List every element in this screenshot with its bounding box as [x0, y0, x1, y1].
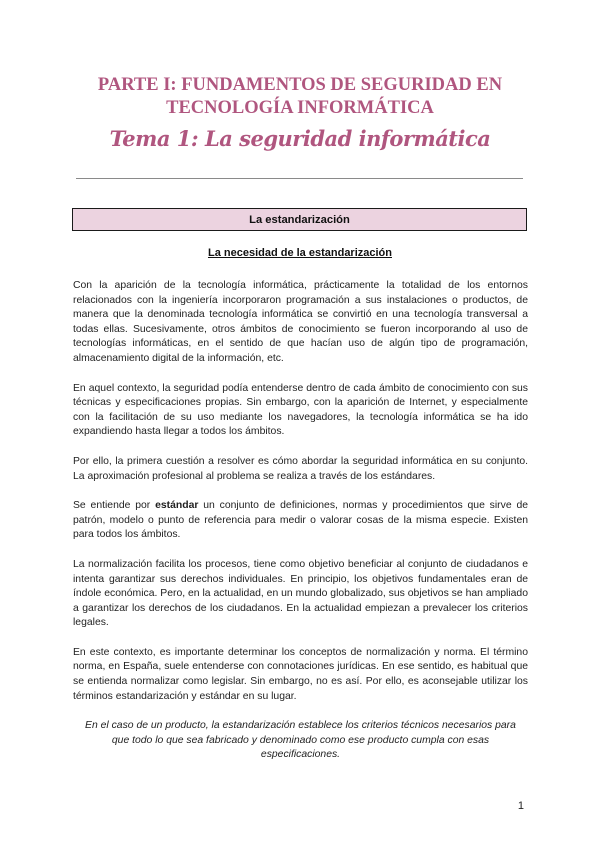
paragraph-2: En aquel contexto, la seguridad podía entenderse dentro de cada ámbito de conocimiento con sus técnicas y especificaciones propias. Sin embargo, con la aparición de Internet, y especialmente con la facilitación de su uso mediante los navegadores, la tecnología informática se ha ido expandiendo hasta llegar a todos los ámbitos.	[73, 382, 528, 438]
section-title-box	[72, 208, 527, 231]
part-title-line-2: TECNOLOGÍA INFORMÁTICA	[166, 98, 434, 118]
paragraph-3: Por ello, la primera cuestión a resolver es cómo abordar la seguridad informática en su conjunto. La aproximación profesional al problema se realiza a través de los estándares.	[73, 455, 528, 482]
paragraph-6: En este contexto, es importante determinar los conceptos de normalización y norma. El término norma, en España, suele entenderse con connotaciones jurídicas. En ese sentido, es habitual que se entienda normalizar como legislar. Sin embargo, no es así. Por ello, es aconsejable utilizar los términos estandarización y estándar en su lugar.	[73, 646, 528, 702]
part-title	[60, 74, 540, 120]
definition-after: un conjunto de definiciones, normas y procedimientos que sirve de patrón, modelo o punto de referencia para medir o valorar cosas de la misma especie. Existen para todos los ámbitos.	[73, 500, 528, 541]
paragraph-5: La normalización facilita los procesos, tiene como objetivo beneficiar al conjunto de ciudadanos e intenta garantizar sus derechos individuales. En principio, los objetivos fundamentales eran de índole económica. Pero, en la actualidad, en un mundo globalizado, sus objetivos se han ampliado a garantizar los derechos de los ciudadanos. En la actualidad empiezan a prevalecer los criterios legales.	[73, 558, 528, 629]
definition-before: Se entiende por	[73, 500, 156, 512]
definition-term: estándar	[155, 500, 199, 512]
paragraph-1: Con la aparición de la tecnología informática, prácticamente la totalidad de los entornos relacionados con la ingeniería incorporaron programación a sus instalaciones o productos, de manera que la denominada tecnología informática se convirtió en una tecnología transversal a todas ellas. Sucesivamente, otros ámbitos de conocimiento se fueron incorporando al uso de tecnologías informáticas, en el sentido de que hacían uso de algún tipo de programación, almacenamiento digital de la información, etc.	[73, 280, 528, 364]
header-divider	[76, 178, 523, 179]
section-title: La estandarización	[249, 213, 350, 226]
body-text	[73, 279, 528, 763]
part-title-line-1: PARTE I: FUNDAMENTOS DE SEGURIDAD EN	[97, 75, 503, 95]
quote-paragraph: En el caso de un producto, la estandarización establece los criterios técnicos necesarios para que todo lo que sea fabricado y denominado como ese producto cumpla con esas especificaciones.	[85, 720, 516, 761]
tema-title: Tema 1: La seguridad informática	[109, 126, 491, 151]
page-number: 1	[517, 800, 524, 812]
subheading: La necesidad de la estandarización	[207, 247, 392, 259]
paragraph-definition	[73, 499, 528, 543]
